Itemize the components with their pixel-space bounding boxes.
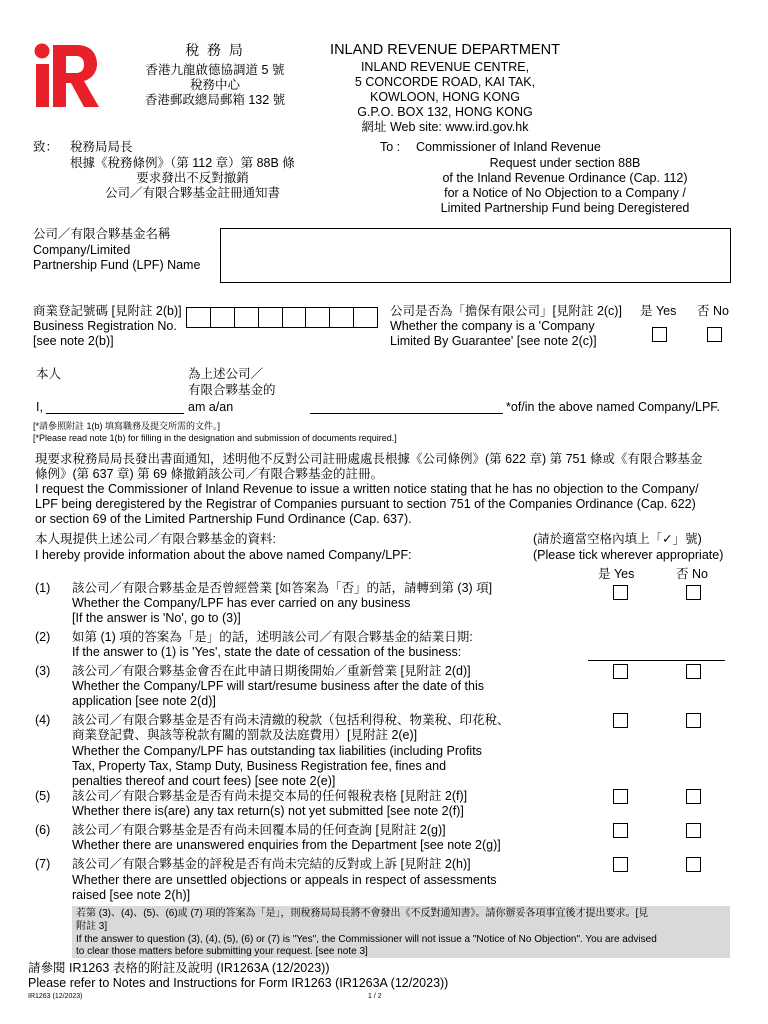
brn-label-en1: Business Registration No.: [33, 319, 177, 333]
en-address-line1: INLAND REVENUE CENTRE,: [360, 60, 530, 74]
website-link[interactable]: 網址 Web site: www.ird.gov.hk: [361, 120, 529, 134]
q7-text-zh: 該公司／有限合夥基金的評稅是否有尚未完結的反對或上訴 [見附註 2(h)]: [72, 857, 471, 871]
q2-number: (2): [35, 630, 51, 644]
declarant-name-field[interactable]: [46, 413, 184, 414]
request-en-line2: LPF being deregistered by the Registrar of Companies pursuant to section 751 of the Companies Ordinance (Cap. 622): [35, 497, 696, 511]
q4-text-zh1: 該公司／有限合夥基金是否有尚未清繳的稅款（包括利得稅、物業稅、印花稅、: [72, 713, 510, 727]
brn-digit-box[interactable]: [330, 307, 354, 328]
en-address-line3: KOWLOON, HONG KONG: [369, 90, 520, 104]
company-name-label-en1: Company/Limited: [33, 243, 131, 257]
declarant-note-zh: [*請參照附註 1(b) 填寫職務及提交所需的文件。]: [33, 421, 221, 431]
q4-text-en2: Tax, Property Tax, Stamp Duty, Business Registration fee, fines and: [72, 759, 447, 773]
guarantee-no-label: 否 No: [697, 304, 729, 318]
request-zh-line1: 現要求稅務局局長發出書面通知，述明他不反對公司註冊處處長根據《公司條例》(第 622 章) 第 751 條或《有限合夥基金: [35, 452, 703, 466]
q2-text-en1: If the answer to (1) is 'Yes', state the date of cessation of the business:: [72, 645, 462, 659]
request-zh-line2: 條例》(第 637 章) 第 69 條撤銷該公司／有限合夥基金的註冊。: [35, 467, 383, 481]
warning-zh-line2: 附註 3]: [76, 921, 108, 932]
q7-text-en1: Whether there are unsettled objections or appeals in respect of assessments: [72, 873, 497, 887]
warning-box: [72, 906, 730, 958]
zh-form-title1: 根據《稅務條例》（第 112 章）第 88B 條: [70, 156, 295, 170]
declarant-zh-am1: 為上述公司／: [188, 367, 264, 381]
tick-instruction-en: (Please tick wherever appropriate): [533, 548, 724, 562]
ird-logo: [33, 42, 101, 110]
brn-label-zh: 商業登記號碼 [見附註 2(b)]: [33, 304, 182, 318]
q3-no-checkbox[interactable]: [686, 664, 701, 679]
q7-yes-checkbox[interactable]: [613, 857, 628, 872]
q4-number: (4): [35, 713, 51, 727]
zh-address-line3: 香港郵政總局郵箱 132 號: [144, 93, 286, 107]
en-recipient: Commissioner of Inland Revenue: [416, 140, 601, 154]
request-en-line1: I request the Commissioner of Inland Revenue to issue a written notice stating that he has no objection to the Company/: [35, 482, 699, 496]
q5-text-zh: 該公司／有限合夥基金是否有尚未提交本局的任何報稅表格 [見附註 2(f)]: [72, 789, 468, 803]
q5-number: (5): [35, 789, 51, 803]
q1-text-en2: [If the answer is 'No', go to (3)]: [72, 611, 241, 625]
q2-cessation-date-field[interactable]: [588, 660, 725, 661]
declarant-en-of: *of/in the above named Company/LPF.: [506, 400, 721, 414]
brn-digit-box[interactable]: [354, 307, 378, 328]
footer-note-en: Please refer to Notes and Instructions for Form IR1263 (IR1263A (12/2023)): [28, 976, 449, 990]
q6-text-en1: Whether there are unanswered enquiries from the Department [see note 2(g)]: [72, 838, 501, 852]
q7-number: (7): [35, 857, 51, 871]
brn-digit-box[interactable]: [211, 307, 235, 328]
q4-no-checkbox[interactable]: [686, 713, 701, 728]
q1-text-zh: 該公司／有限合夥基金是否曾經營業 [如答案為「否」的話，請轉到第 (3) 項]: [72, 581, 493, 595]
company-name-label-zh: 公司／有限合夥基金名稱: [33, 227, 171, 241]
q3-text-en2: application [see note 2(d)]: [72, 694, 216, 708]
guarantee-no-checkbox[interactable]: [707, 327, 722, 342]
column-yes-label: 是 Yes: [598, 567, 635, 581]
q6-text-zh: 該公司／有限合夥基金是否有尚未回覆本局的任何查詢 [見附註 2(g)]: [72, 823, 446, 837]
q4-text-zh2: 商業登記費、與該等稅款有關的罰款及法庭費用）[見附註 2(e)]: [72, 728, 418, 742]
declarant-en-i: I,: [36, 400, 43, 414]
en-form-title3: for a Notice of No Objection to a Company /: [444, 186, 686, 200]
brn-digit-box[interactable]: [306, 307, 330, 328]
q5-yes-checkbox[interactable]: [613, 789, 628, 804]
declarant-zh-i: 本人: [36, 367, 62, 381]
en-address-line2: 5 CONCORDE ROAD, KAI TAK,: [354, 75, 536, 89]
q1-text-en1: Whether the Company/LPF has ever carried on any business: [72, 596, 411, 610]
zh-form-title2: 要求發出不反對撤銷: [136, 171, 249, 185]
q3-text-en1: Whether the Company/LPF will start/resume business after the date of this: [72, 679, 484, 693]
q1-yes-checkbox[interactable]: [613, 585, 628, 600]
en-address-line4: G.P.O. BOX 132, HONG KONG: [357, 105, 533, 119]
q7-no-checkbox[interactable]: [686, 857, 701, 872]
q6-number: (6): [35, 823, 51, 837]
q4-text-en3: penalties thereof and court fees) [see note 2(e)]: [72, 774, 336, 788]
q6-yes-checkbox[interactable]: [613, 823, 628, 838]
zh-recipient: 稅務局局長: [70, 140, 133, 154]
q1-number: (1): [35, 581, 51, 595]
company-name-label-en2: Partnership Fund (LPF) Name: [33, 258, 201, 272]
form-code: IR1263 (12/2023): [28, 993, 83, 1000]
warning-en-line2: to clear those matters before submitting your request. [see note 3]: [76, 946, 368, 957]
zh-dept-name: 稅 務 局: [185, 42, 245, 58]
declarant-en-am: am a/an: [188, 400, 234, 414]
provide-en: I hereby provide information about the above named Company/LPF:: [35, 548, 412, 562]
en-form-title4: Limited Partnership Fund being Deregistered: [440, 201, 690, 215]
guarantee-label-en1: Whether the company is a 'Company: [390, 319, 595, 333]
zh-address-line2: 稅務中心: [189, 78, 240, 92]
declarant-zh-am2: 有限合夥基金的: [188, 383, 276, 397]
q4-text-en1: Whether the Company/LPF has outstanding tax liabilities (including Profits: [72, 744, 482, 758]
guarantee-label-zh: 公司是否為「擔保有限公司」[見附註 2(c)]: [390, 304, 622, 318]
zh-address-line1: 香港九龍啟德協調道 5 號: [145, 63, 285, 77]
en-form-title2: of the Inland Revenue Ordinance (Cap. 112): [442, 171, 688, 185]
q7-text-en2: raised [see note 2(h)]: [72, 888, 191, 902]
tick-instruction-zh: (請於適當空格內填上「✓」號): [533, 532, 702, 546]
brn-digit-boxes: [186, 307, 378, 328]
brn-digit-box[interactable]: [259, 307, 283, 328]
zh-form-title3: 公司／有限合夥基金註冊通知書: [104, 186, 280, 200]
en-dept-name: INLAND REVENUE DEPARTMENT: [330, 42, 560, 58]
declarant-note-en: [*Please read note 1(b) for filling in the designation and submission of documents required.]: [33, 433, 397, 443]
guarantee-label-en2: Limited By Guarantee' [see note 2(c)]: [390, 334, 597, 348]
brn-digit-box[interactable]: [235, 307, 259, 328]
brn-digit-box[interactable]: [186, 307, 211, 328]
zh-to-label: 致：: [33, 140, 59, 154]
footer-note-zh: 請參閱 IR1263 表格的附註及說明 (IR1263A (12/2023)): [28, 961, 330, 975]
en-to-label: To :: [380, 140, 401, 154]
q5-no-checkbox[interactable]: [686, 789, 701, 804]
page-number: 1 / 2: [368, 993, 382, 1000]
q2-text-zh: 如第 (1) 項的答案為「是」的話，述明該公司／有限合夥基金的結業日期:: [72, 630, 473, 644]
provide-zh: 本人現提供上述公司／有限合夥基金的資料:: [35, 532, 276, 546]
guarantee-yes-label: 是 Yes: [640, 304, 677, 318]
q3-yes-checkbox[interactable]: [613, 664, 628, 679]
brn-label-en2: [see note 2(b)]: [33, 334, 114, 348]
q1-no-checkbox[interactable]: [686, 585, 701, 600]
q3-number: (3): [35, 664, 51, 678]
brn-digit-box[interactable]: [283, 307, 307, 328]
q5-text-en1: Whether there is(are) any tax return(s) not yet submitted [see note 2(f)]: [72, 804, 464, 818]
q4-yes-checkbox[interactable]: [613, 713, 628, 728]
q3-text-zh: 該公司／有限合夥基金會否在此申請日期後開始／重新營業 [見附註 2(d)]: [72, 664, 471, 678]
warning-zh-line1: 若第 (3)、(4)、(5)、(6)或 (7) 項的答案為「是」，則稅務局局長將不會發出《不反對通知書》。請你辦妥各項事宜後才提出要求。[見: [76, 908, 649, 919]
guarantee-yes-checkbox[interactable]: [652, 327, 667, 342]
en-form-title1: Request under section 88B: [489, 156, 641, 170]
declarant-designation-field[interactable]: [310, 413, 503, 414]
column-no-label: 否 No: [676, 567, 708, 581]
q6-no-checkbox[interactable]: [686, 823, 701, 838]
request-en-line3: or section 69 of the Limited Partnership Fund Ordinance (Cap. 637).: [35, 512, 412, 526]
warning-en-line1: If the answer to question (3), (4), (5), (6) or (7) is "Yes", the Commissioner will not issue a "Notice of No Objection". You are advised: [76, 934, 657, 945]
company-name-input[interactable]: [220, 228, 731, 283]
